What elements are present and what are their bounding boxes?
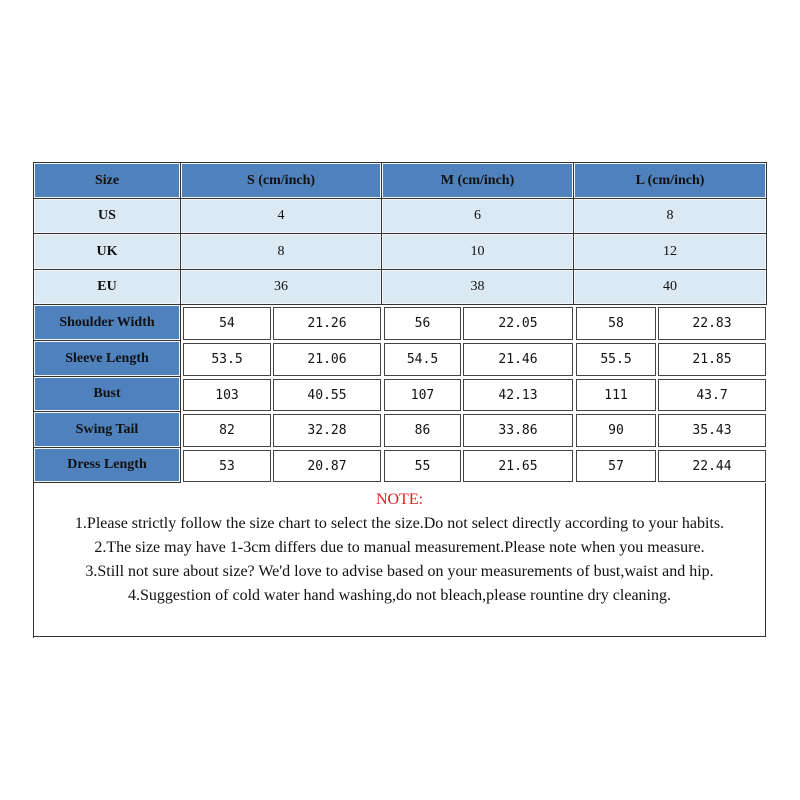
shoulder-m-inch: 22.05	[463, 307, 573, 340]
row-label-us: US	[34, 199, 180, 233]
eu-size-m: 38	[382, 270, 573, 304]
shoulder-l-inch: 22.83	[658, 307, 766, 340]
note-line-4: 4.Suggestion of cold water hand washing,do not bleach,please rountine dry cleaning.	[128, 587, 671, 604]
bust-m-inch: 42.13	[463, 379, 573, 411]
shoulder-s-inch: 21.26	[273, 307, 381, 340]
row-eu-frame	[34, 270, 181, 305]
swing-label-frame	[34, 412, 181, 448]
dress-s-inch: 20.87	[273, 450, 381, 482]
swing-m-cm: 86	[384, 414, 461, 447]
header-l: L (cm/inch)	[574, 163, 766, 198]
row-label-sleeve-length: Sleeve Length	[34, 341, 180, 376]
dress-m-cm: 55	[384, 450, 461, 482]
dress-l-cm: 57	[576, 450, 656, 482]
row-label-uk: UK	[34, 234, 180, 269]
us-size-m: 6	[382, 199, 573, 233]
us-size-s: 4	[181, 199, 381, 233]
swing-l-inch: 35.43	[658, 414, 766, 447]
sleeve-l-cm: 55.5	[576, 343, 656, 376]
bust-m-cm: 107	[384, 379, 461, 411]
shoulder-m-cm: 56	[384, 307, 461, 340]
header-size: Size	[34, 163, 180, 198]
header-l-frame	[574, 163, 767, 199]
row-us-frame	[34, 199, 181, 234]
header-size-frame	[34, 163, 181, 199]
shoulder-l-cm: 58	[576, 307, 656, 340]
dress-l-inch: 22.44	[658, 450, 766, 482]
note-line-3: 3.Still not sure about size? We'd love to advise based on your measurements of bust,waist and hip.	[85, 563, 714, 580]
uk-l-frame	[574, 234, 767, 270]
header-m-frame	[382, 163, 574, 199]
note-title: NOTE:	[375, 491, 424, 508]
row-label-dress-length: Dress Length	[34, 448, 180, 482]
us-l-frame	[574, 199, 767, 234]
bust-s-cm: 103	[183, 379, 271, 411]
us-s-frame	[181, 199, 382, 234]
eu-m-frame	[382, 270, 574, 305]
size-chart	[33, 162, 767, 638]
bust-l-inch: 43.7	[658, 379, 766, 411]
row-label-eu: EU	[34, 270, 180, 304]
swing-s-cm: 82	[183, 414, 271, 447]
swing-s-inch: 32.28	[273, 414, 381, 447]
swing-l-cm: 90	[576, 414, 656, 447]
us-size-l: 8	[574, 199, 766, 233]
uk-size-m: 10	[382, 234, 573, 269]
bust-l-cm: 111	[576, 379, 656, 411]
bust-s-inch: 40.55	[273, 379, 381, 411]
header-s-frame	[181, 163, 382, 199]
eu-s-frame	[181, 270, 382, 305]
sleeve-l-inch: 21.85	[658, 343, 766, 376]
uk-s-frame	[181, 234, 382, 270]
uk-size-s: 8	[181, 234, 381, 269]
header-m: M (cm/inch)	[382, 163, 573, 198]
header-s: S (cm/inch)	[181, 163, 381, 198]
row-label-swing-tail: Swing Tail	[34, 412, 180, 447]
note-line-1: 1.Please strictly follow the size chart to select the size.Do not select directly according to your habits.	[74, 515, 725, 532]
swing-m-inch: 33.86	[463, 414, 573, 447]
dress-s-cm: 53	[183, 450, 271, 482]
sleeve-label-frame	[34, 341, 181, 377]
dress-m-inch: 21.65	[463, 450, 573, 482]
dress-label-frame	[34, 448, 181, 483]
eu-size-l: 40	[574, 270, 766, 304]
sleeve-m-inch: 21.46	[463, 343, 573, 376]
row-label-bust: Bust	[34, 377, 180, 411]
eu-l-frame	[574, 270, 767, 305]
uk-size-l: 12	[574, 234, 766, 269]
note-box	[34, 483, 766, 637]
sleeve-s-cm: 53.5	[183, 343, 271, 376]
uk-m-frame	[382, 234, 574, 270]
shoulder-label-frame	[34, 305, 181, 341]
bust-label-frame	[34, 377, 181, 412]
row-label-shoulder-width: Shoulder Width	[34, 305, 180, 340]
sleeve-s-inch: 21.06	[273, 343, 381, 376]
row-uk-frame	[34, 234, 181, 270]
us-m-frame	[382, 199, 574, 234]
eu-size-s: 36	[181, 270, 381, 304]
sleeve-m-cm: 54.5	[384, 343, 461, 376]
shoulder-s-cm: 54	[183, 307, 271, 340]
note-line-2: 2.The size may have 1-3cm differs due to manual measurement.Please note when you measure.	[94, 539, 705, 556]
